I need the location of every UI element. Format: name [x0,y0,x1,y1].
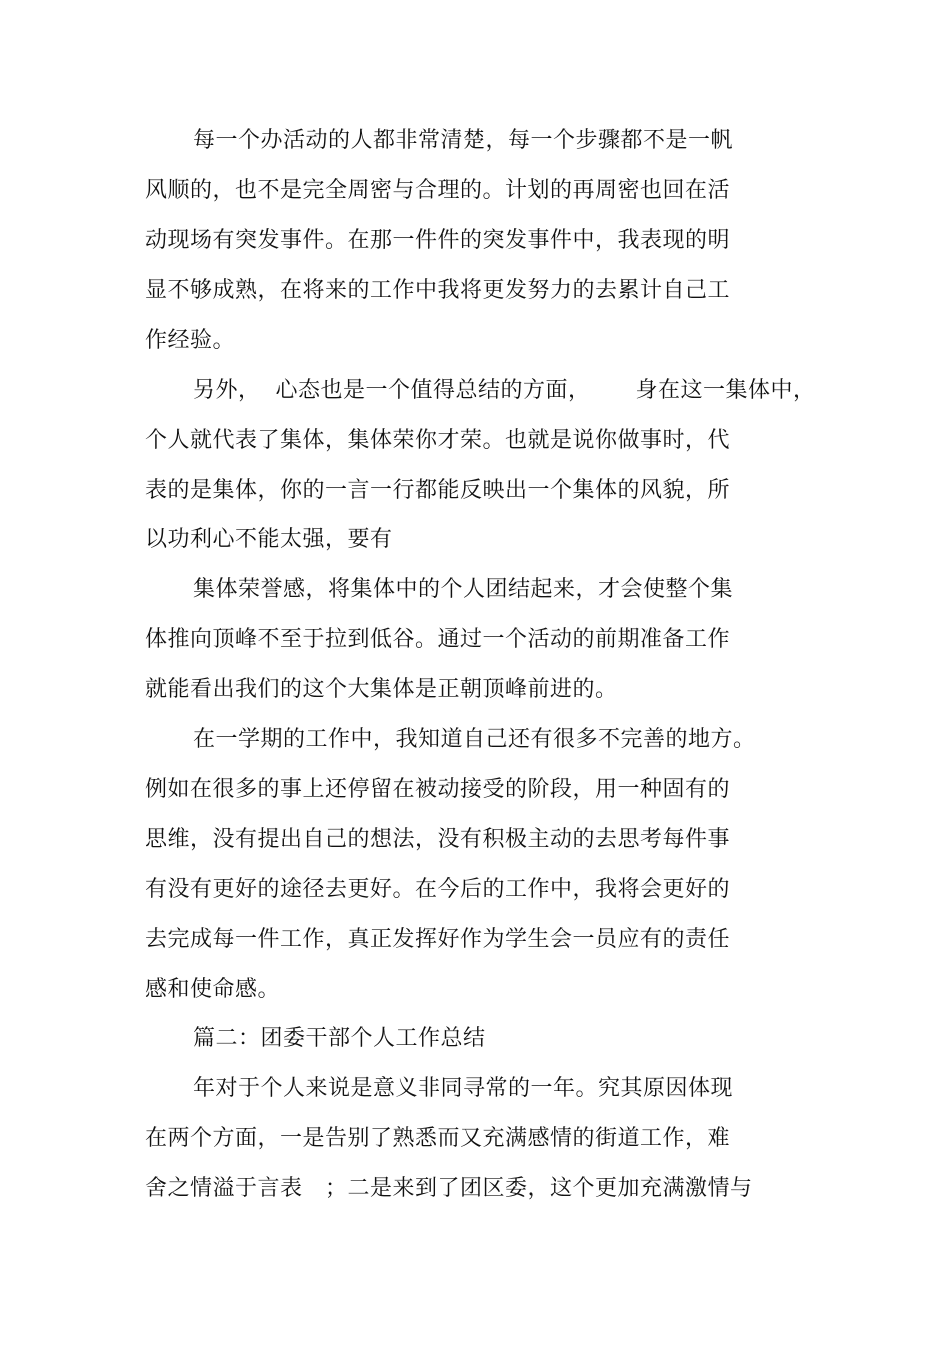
text-line: 在两个方面，一是告别了熟悉而又充满感情的街道工作，难 [145,1126,731,1151]
text-line: 舍之情溢于言表 ；二是来到了团区委，这个更加充满激情与 [145,1176,753,1201]
text-line: 表的是集体，你的一言一行都能反映出一个集体的风貌，所 [145,478,731,503]
text-line: 就能看出我们的这个大集体是正朝顶峰前进的。 [145,677,618,702]
text-line: 另外， 心态也是一个值得总结的方面， 身在这一集体中， [193,378,816,403]
text-line: 去完成每一件工作，真正发挥好作为学生会一员应有的责任 [145,927,731,952]
text-line: 在一学期的工作中，我知道自己还有很多不完善的地方。 [193,727,756,752]
text-line: 例如在很多的事上还停留在被动接受的阶段，用一种固有的 [145,777,731,802]
text-line: 有没有更好的途径去更好。在今后的工作中，我将会更好的 [145,877,731,902]
text-line: 体推向顶峰不至于拉到低谷。通过一个活动的前期准备工作 [145,627,731,652]
text-line: 年对于个人来说是意义非同寻常的一年。究其原因体现 [193,1076,734,1101]
text-line: 个人就代表了集体，集体荣你才荣。也就是说你做事时，代 [145,428,731,453]
text-line: 每一个办活动的人都非常清楚，每一个步骤都不是一帆 [193,128,734,153]
text-line: 风顺的，也不是完全周密与合理的。计划的再周密也回在活 [145,178,731,203]
text-line: 思维，没有提出自己的想法，没有积极主动的去思考每件事 [145,827,731,852]
text-line: 显不够成熟，在将来的工作中我将更发努力的去累计自己工 [145,278,731,303]
text-line: 动现场有突发事件。在那一件件的突发事件中，我表现的明 [145,228,731,253]
text-line: 作经验。 [145,328,236,353]
text-line: 感和使命感。 [145,977,281,1002]
section-heading: 篇二：团委干部个人工作总结 [193,1026,486,1051]
text-line: 以功利心不能太强，要有 [145,527,393,552]
text-line: 集体荣誉感，将集体中的个人团结起来，才会使整个集 [193,577,734,602]
